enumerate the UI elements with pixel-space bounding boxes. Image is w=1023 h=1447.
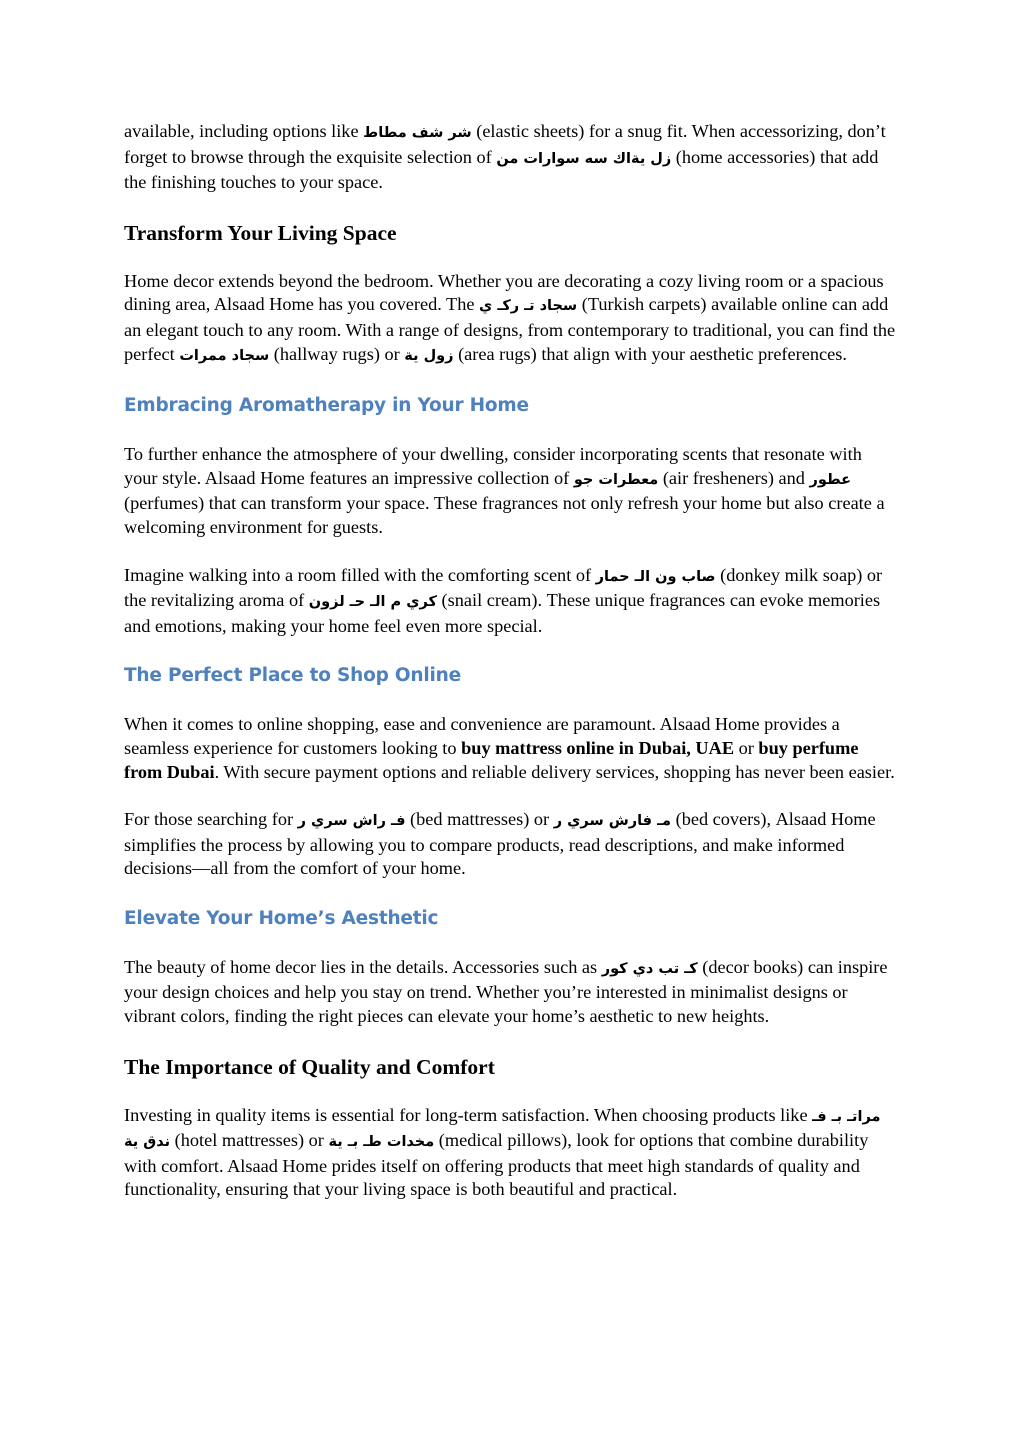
text: (hallway rugs) or	[269, 343, 400, 364]
arabic-term: شر شف مطاط	[363, 125, 472, 141]
paragraph-bed-mattresses	[124, 808, 899, 881]
arabic-term: سجاد تـ ركـ ي	[479, 298, 578, 315]
heading-quality-comfort: The Importance of Quality and Comfort	[124, 1054, 495, 1079]
text: To further enhance the atmosphere of your dwelling, consider incorporating scents that resonate with your style. Alsaad Home features an impressive collection of	[124, 444, 862, 488]
bold-keyword: buy mattress online in Dubai, UAE	[461, 737, 735, 758]
paragraph-hotel-mattresses	[124, 1104, 899, 1202]
text: (air fresheners) and	[658, 467, 805, 488]
text: (home accessories) that add the finishing touches to your space.	[124, 146, 879, 193]
paragraph-turkish-carpets	[124, 270, 899, 368]
arabic-term: مراتـ بـ فـ ندق ية	[124, 1108, 881, 1151]
arabic-term: كـ تب دي كور	[601, 960, 698, 977]
text: (decor books) can inspire your design choices and help you stay on trend. Whether you’re interested in minimalist designs or vibrant colors, finding the right pieces can elevate your home’s aesthetic to new heights.	[124, 956, 888, 1027]
arabic-term: سجاد ممرات	[179, 347, 270, 364]
text: Imagine walking into a room filled with the comforting scent of	[124, 564, 592, 585]
arabic-term: زل يةاك سه سوارات من	[496, 150, 672, 167]
paragraph-online-shopping	[124, 713, 899, 784]
text: For those searching for	[124, 809, 294, 830]
text: When it comes to online shopping, ease and convenience are paramount. Alsaad Home provides a seamless experience for customers looking to	[124, 714, 840, 758]
arabic-term: مخدات طـ بـ ية	[328, 1134, 435, 1151]
text: The beauty of home decor lies in the details. Accessories such as	[124, 956, 598, 977]
heading-transform-living-space: Transform Your Living Space	[124, 220, 397, 245]
text: available, including options like	[124, 121, 359, 141]
arabic-term: زول ية	[404, 347, 454, 364]
heading-shop-online: The Perfect Place to Shop Online	[124, 665, 461, 687]
document-page	[124, 120, 899, 1202]
arabic-term: عطور	[809, 471, 851, 488]
text: (Turkish carpets) available online can add an elegant touch to any room. With a range of designs, from contemporary to traditional, you can find the perfect	[124, 294, 896, 364]
text: Investing in quality items is essential for long-term satisfaction. When choosing products like	[124, 1104, 808, 1125]
text: (area rugs) that align with your aesthetic preferences.	[453, 343, 847, 364]
arabic-term: فـ راش سري ر	[297, 813, 406, 830]
text: (medical pillows), look for options that combine durability with comfort. Alsaad Home prides itself on offering products that meet high standards of quality and functionality, ensuring that your living space is both beautiful and practical.	[124, 1130, 869, 1200]
bold-keyword: buy perfume from Dubai	[124, 737, 859, 782]
text: (elastic sheets) for a snug fit. When accessorizing, don’t forget to browse through the exquisite selection of	[124, 121, 886, 167]
text: . With secure payment options and reliable delivery services, shopping has never been easier.	[214, 761, 895, 782]
arabic-term: معطرات جو	[573, 471, 659, 488]
paragraph-donkey-milk-soap	[124, 564, 899, 639]
paragraph-decor-books	[124, 956, 899, 1029]
text: (donkey milk soap) or the revitalizing aroma of	[124, 564, 883, 611]
text: (bed mattresses) or	[405, 809, 550, 830]
text: Home decor extends beyond the bedroom. Whether you are decorating a cozy living room or a spacious dining area, Alsaad Home has you covered. The	[124, 270, 884, 315]
text: (bed covers), Alsaad Home simplifies the process by allowing you to compare products, read descriptions, and make informed decisions—all from the comfort of your home.	[124, 809, 876, 879]
text: or	[734, 737, 759, 758]
arabic-term: كري م الـ حـ لزون	[308, 594, 437, 611]
heading-elevate-aesthetic: Elevate Your Home’s Aesthetic	[124, 907, 439, 929]
arabic-term: مـ فارش سري ر	[553, 813, 672, 830]
arabic-term: صاب ون الـ حمار	[595, 568, 716, 585]
heading-aromatherapy: Embracing Aromatherapy in Your Home	[124, 395, 529, 417]
text: (hotel mattresses) or	[170, 1130, 324, 1151]
paragraph-air-fresheners	[124, 443, 899, 539]
paragraph-elastic-sheets	[124, 120, 899, 195]
text: (snail cream). These unique fragrances can evoke memories and emotions, making your home feel even more special.	[124, 590, 881, 636]
text: (perfumes) that can transform your space. These fragrances not only refresh your home but also create a welcoming environment for guests.	[124, 493, 885, 537]
